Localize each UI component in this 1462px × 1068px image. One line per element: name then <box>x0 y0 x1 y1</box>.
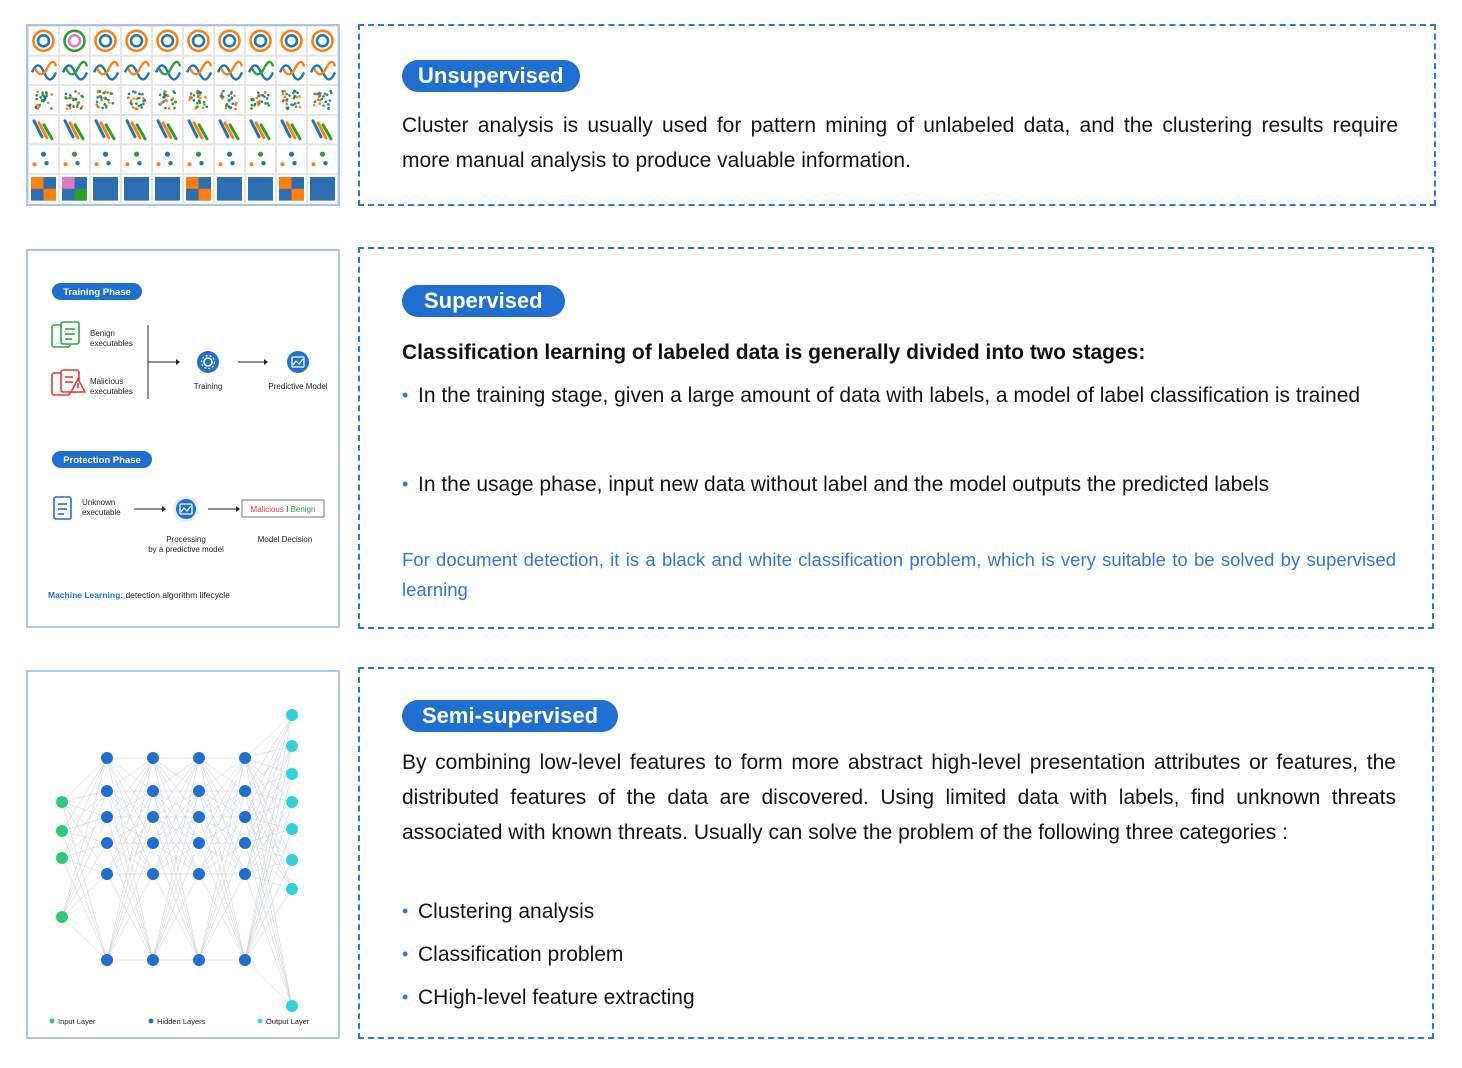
malicious-line2: executables <box>90 387 133 396</box>
cluster-cell <box>184 145 214 174</box>
decision-malicious: Malicious <box>250 505 284 514</box>
benign-line2: executables <box>90 339 133 348</box>
unsupervised-tag: Unsupervised <box>402 60 580 92</box>
cluster-cell <box>277 115 307 144</box>
cluster-cell <box>153 145 183 174</box>
cluster-cell <box>215 115 245 144</box>
svg-text:Malicious I Benign <box>251 505 316 514</box>
hidden-node <box>239 837 251 849</box>
cluster-cell <box>277 27 307 56</box>
cluster-cell <box>122 115 152 144</box>
cluster-cell <box>91 175 121 204</box>
hidden-node <box>239 811 251 823</box>
supervised-note: For document detection, it is a black and white classification problem, which is very suitable to be solved by supervised learning <box>402 549 1396 600</box>
cluster-cell <box>308 145 338 174</box>
hidden-node <box>101 785 113 797</box>
hidden-node <box>101 837 113 849</box>
cluster-cell <box>308 56 338 85</box>
cluster-cell <box>153 175 183 204</box>
hidden-node <box>101 954 113 966</box>
cluster-cell <box>184 115 214 144</box>
unknown-line1: Unknown <box>82 498 116 507</box>
hidden-node <box>193 954 205 966</box>
cluster-cell <box>153 115 183 144</box>
cluster-cell <box>60 145 90 174</box>
cluster-cell <box>29 56 59 85</box>
cluster-cell <box>122 27 152 56</box>
decision-benign: Benign <box>290 505 316 514</box>
semi-bullet-1: • Clustering analysis <box>402 894 1318 929</box>
hidden-node <box>239 752 251 764</box>
supervised-bullet-2: • In the usage phase, input new data without label and the model outputs the predicted labels <box>402 467 1396 502</box>
unsupervised-text: Cluster analysis is usually used for pattern mining of unlabeled data, and the clustering results require more manual analysis to produce valuable information. <box>402 114 1398 172</box>
training-phase-label: Training Phase <box>63 287 131 298</box>
hidden-node <box>147 752 159 764</box>
supervised-bullet-1: • In the training stage, given a large amount of data with labels, a model of label classification is trained <box>402 378 1396 413</box>
cluster-cell <box>184 27 214 56</box>
output-node <box>286 768 298 780</box>
cluster-cell <box>215 86 245 115</box>
malicious-file-icon <box>52 370 85 395</box>
cluster-cell <box>184 175 214 204</box>
neural-network-thumbnail <box>26 670 340 1039</box>
cluster-cell <box>29 175 59 204</box>
caption-rest: detection algorithm lifecycle <box>123 590 230 600</box>
cluster-cell <box>153 86 183 115</box>
hidden-node <box>239 868 251 880</box>
protection-phase-label: Protection Phase <box>63 455 141 466</box>
decision-separator: I <box>283 505 291 514</box>
cluster-cell <box>60 56 90 85</box>
cluster-cell <box>277 56 307 85</box>
neural-network-diagram <box>28 672 338 1037</box>
cluster-cell <box>91 56 121 85</box>
supervised-lead: Classification learning of labeled data is generally divided into two stages: <box>402 341 1146 364</box>
semi-bullet-3: • CHigh-level feature extracting <box>402 980 1318 1015</box>
svg-text:Machine Learning: detection al <box>48 590 230 600</box>
hidden-node <box>193 868 205 880</box>
supervised-panel <box>358 247 1434 629</box>
cluster-cell <box>91 115 121 144</box>
cluster-cell <box>215 175 245 204</box>
cluster-cell <box>29 86 59 115</box>
hidden-node <box>193 837 205 849</box>
cluster-cell <box>215 27 245 56</box>
cluster-cell <box>246 175 276 204</box>
cluster-cell <box>60 115 90 144</box>
lifecycle-thumbnail <box>26 249 340 628</box>
output-node <box>286 854 298 866</box>
processing-chart-icon <box>173 496 199 522</box>
malicious-line1: Malicious <box>90 377 124 386</box>
benign-line1: Benign <box>90 329 115 338</box>
output-node <box>286 823 298 835</box>
caption-prefix: Machine Learning: <box>48 590 124 600</box>
cluster-cell <box>60 175 90 204</box>
hidden-node <box>147 837 159 849</box>
cluster-cell <box>246 56 276 85</box>
cluster-cell <box>29 27 59 56</box>
input-node <box>56 852 68 864</box>
cluster-comparison-thumbnail <box>26 24 340 206</box>
legend-hidden-layers: Hidden Layers <box>157 1017 206 1026</box>
cluster-cell <box>308 115 338 144</box>
input-node <box>56 825 68 837</box>
cluster-cell <box>153 56 183 85</box>
model-decision-label: Model Decision <box>257 535 313 544</box>
hidden-node <box>239 954 251 966</box>
cluster-cell <box>91 86 121 115</box>
training-label: Training <box>193 382 223 391</box>
cluster-cell <box>122 56 152 85</box>
supervised-tag: Supervised <box>402 285 565 317</box>
output-node <box>286 740 298 752</box>
network-legend <box>50 1017 310 1026</box>
processing-line1: Processing <box>166 535 206 544</box>
output-node <box>286 709 298 721</box>
cluster-cell <box>246 145 276 174</box>
input-node <box>56 911 68 923</box>
cluster-cell <box>246 115 276 144</box>
cluster-cell <box>60 27 90 56</box>
hidden-node <box>101 811 113 823</box>
cluster-cell <box>308 175 338 204</box>
cluster-cell <box>184 56 214 85</box>
hidden-node <box>101 868 113 880</box>
cluster-cell <box>29 145 59 174</box>
lifecycle-diagram <box>28 251 338 626</box>
cluster-cell <box>29 115 59 144</box>
hidden-node <box>193 752 205 764</box>
cluster-cell <box>277 145 307 174</box>
unknown-line2: executable <box>82 508 121 517</box>
cluster-cell <box>184 86 214 115</box>
hidden-node <box>239 785 251 797</box>
cluster-cell <box>277 175 307 204</box>
semi-bullet-2: • Classification problem <box>402 937 1318 972</box>
output-node <box>286 1000 298 1012</box>
output-node <box>286 796 298 808</box>
hidden-node <box>193 811 205 823</box>
unknown-file-icon <box>54 497 71 519</box>
semi-supervised-panel <box>358 667 1434 1039</box>
cluster-cell <box>60 86 90 115</box>
cluster-cell <box>215 56 245 85</box>
cluster-cell <box>246 27 276 56</box>
benign-file-icon <box>52 322 79 347</box>
cluster-cell <box>277 86 307 115</box>
processing-line2: by a predictive model <box>148 545 224 554</box>
predictive-model-label: Predictive Model <box>268 382 328 391</box>
hidden-node <box>193 785 205 797</box>
cluster-cell <box>308 27 338 56</box>
cluster-grid-image <box>28 26 338 204</box>
cluster-cell <box>153 27 183 56</box>
semi-supervised-text: By combining low-level features to form more abstract high-level presentation attributes or features, the distributed features of the data are discovered. Using limited data with labels, find unknown threats associated with known threats. Usually can solve the problem of the following three categories : <box>402 751 1396 844</box>
cluster-cell <box>308 86 338 115</box>
hidden-node <box>101 752 113 764</box>
predictive-model-icon <box>287 351 309 373</box>
hidden-node <box>147 785 159 797</box>
hidden-node <box>147 868 159 880</box>
training-gear-icon <box>197 351 219 373</box>
hidden-node <box>147 811 159 823</box>
cluster-cell <box>215 145 245 174</box>
unsupervised-panel <box>358 24 1436 206</box>
output-node <box>286 883 298 895</box>
cluster-cell <box>122 86 152 115</box>
legend-output-layer: Output Layer <box>266 1017 310 1026</box>
input-node <box>56 796 68 808</box>
cluster-cell <box>91 145 121 174</box>
cluster-cell <box>122 145 152 174</box>
cluster-cell <box>246 86 276 115</box>
semi-supervised-tag: Semi-supervised <box>402 700 618 732</box>
legend-input-layer: Input Layer <box>58 1017 96 1026</box>
hidden-node <box>147 954 159 966</box>
cluster-cell <box>122 175 152 204</box>
cluster-cell <box>91 27 121 56</box>
